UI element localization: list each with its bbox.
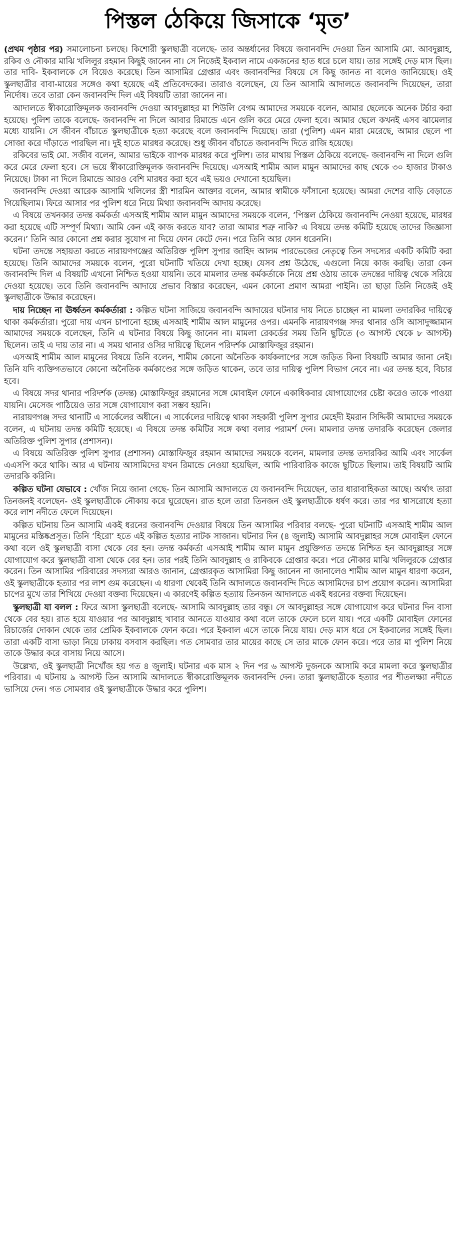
article-body	[4, 44, 452, 696]
paragraph-text: রকিবের ভাই মো. সজীব বলেন, আমার ভাইকে ব্যাপক মারধর করে পুলিশ। তার মাথায় পিস্তল ঠেকিয়ে বলেছে- জবানবন্দি না দিলে গুলি করে মেরে ফেলা হবে। সে ভয়ে স্বীকারোক্তিমূলক জবানবন্দি দিয়েছে। এসআই শামীম আল মামুন আমাদের কাছ থেকে ৩০ হাজার টাকাও নিয়েছে। টাকা না দিলে রিমান্ডে আরও বেশি মারধর করা হবে এই ভয়ও দেখানো হয়েছিল।	[4, 150, 452, 184]
paragraph-text: ফিরে আসা স্কুলছাত্রী বলেছে- আসামি আবদুল্লাহ তার বন্ধু। সে আবদুল্লাহর সঙ্গে যোগাযোগ করে ঘটনার দিন বাসা থেকে বের হয়। রাত হয়ে যাওয়ার পর আবদুল্লাহ খাবার আনতে যাওয়ার কথা বলে তাকে ফেলে চলে যায়। পরে একটি মোবাইল ফোনের রিচার্জের দোকান থেকে তার প্রেমিক ইকবালকে ফোন করে। পরে ইকবাল এসে তাকে নিয়ে যায়। দেড় মাস ধরে সে ইকবালের সঙ্গেই ছিল। তারা একটি বাসা ভাড়া নিয়ে ঢাকায় বসবাস করছিল। গত সোমবার তার মায়ের কাছে সে তার মাকে ফোন করে। পরে তার মা পুলিশ নিয়ে তাকে উদ্ধার করে বাসায় নিয়ে আসে।	[4, 601, 453, 659]
article-paragraph	[4, 44, 452, 102]
paragraph-text: এ বিষয়ে অতিরিক্ত পুলিশ সুপার (প্রশাসন) মোস্তাফিজুর রহমান আমাদের সময়কে বলেন, মামলার তদন্ত তদারকির আমি এবং সার্কেল এএসপি করে থাকি। আর এ ঘটনায় আসামিদের যখন রিমান্ডে নেওয়া হয়েছিল, আমি পারিবারিক কাজে ছুটিতে ছিলাম। তাই বিষয়টি আমি তদারকি করিনি।	[4, 448, 452, 482]
article-paragraph	[4, 305, 452, 351]
paragraph-text: উল্লেখ্য, ওই স্কুলছাত্রী নিখোঁজ হয় গত ৪ জুলাই। ঘটনার এক মাস ২ দিন পর ৬ আগস্ট দুজনকে আসামি করে মামলা করে স্কুলছাত্রীর পরিবার। এ ঘটনায় ৯ আগস্ট তিন আসামি আদালতে স্বীকারোক্তিমূলক জবানবন্দি দেন। তারা স্কুলছাত্রীকে হত্যার পর শীতলক্ষ্যা নদীতে ভাসিয়ে দেন। গত সোমবার ওই স্কুলছাত্রীকে উদ্ধার করে পুলিশ।	[4, 660, 452, 695]
article-paragraph	[4, 150, 452, 185]
paragraph-text: নারায়ণগঞ্জ সদর থানাটি এ সার্কেলের অধীনে। এ সার্কেলের দায়িত্বে থাকা সহকারী পুলিশ সুপার মেহেদী ইমরান সিদ্দিকী আমাদের সময়কে বলেন, এ ঘটনায় তদন্ত কমিটি হয়েছে। এ বিষয়ে তদন্ত কমিটির সঙ্গে কথা বলার পরামর্শ দেন। মামলার তদন্ত তদারকি করেছেন জেলার অতিরিক্ত পুলিশ সুপার (প্রশাসন)।	[4, 412, 452, 446]
paragraph-text: সমালোচনা চলছে। কিশোরী স্কুলছাত্রী বলেছে- তার অন্তর্ধানের বিষয়ে জবানবন্দি দেওয়া তিন আসামি মো. আবদুল্লাহ, রকিব ও নৌকার মাঝি খলিলুর রহমান কিছুই জানেন না। সে নিজেই ইকবাল নামে একজনের হাত ধরে চলে যায়। তার সঙ্গেই দেড় মাস ছিল। তার দাবি- ইকবালকে সে বিয়েও করেছে। তিন আসামির গ্রেপ্তার এবং জবানবন্দির বিষয়ে সে কিছু জানত না বলেও জানিয়েছে। ওই স্কুলছাত্রীর বাবা-মায়ের সঙ্গেও কথা হয়েছে এই প্রতিবেদকের। তারাও বলেছেন, যে তিন আসামি আদালতে জবানবন্দি দিয়েছেন, তারা নির্দোষ। তবে তারা কেন জবানবন্দি দিল এই বিষয়টি তারা জানেন না।	[4, 44, 452, 101]
subheading: দায় নিচ্ছেন না ঊর্ধ্বতন কর্মকর্তারা :	[13, 305, 133, 316]
subheading: কল্পিত ঘটনা যেভাবে :	[13, 483, 88, 494]
article-headline: পিস্তল ঠেকিয়ে জিসাকে ‘মৃত’	[105, 8, 351, 33]
paragraph-text: এসআই শামীম আল মামুনের বিষয়ে তিনি বলেন, শামীম কোনো অনৈতিক কার্যকলাপের সঙ্গে জড়িত কিনা বিষয়টি আমার জানা নেই। তিনি যদি ব্যক্তিগতভাবে কোনো অনৈতিক কর্মকাণ্ডের সঙ্গে জড়িত থাকেন, তবে তার দায়িত্ব পুলিশ বিভাগ নেবে না। এর তদন্ত হবে, বিচার হবে।	[4, 352, 452, 386]
article-paragraph	[4, 602, 452, 660]
article-paragraph	[4, 448, 452, 483]
article-paragraph	[4, 186, 452, 209]
article-paragraph	[4, 246, 452, 304]
article-paragraph	[4, 103, 452, 149]
paragraph-text: এ বিষয়ে সদর থানার পরিদর্শক (তদন্ত) মোস্তাফিজুর রহমানের সঙ্গে মোবাইল ফোনে একাধিকবার যোগাযোগের চেষ্টা করেও তাকে পাওয়া যায়নি। মেসেজ পাঠিয়েও তার সঙ্গে যোগাযোগ করা সম্ভব হয়নি।	[4, 388, 452, 410]
paragraph-text: আদালতে স্বীকারোক্তিমূলক জবানবন্দি দেওয়া আবদুল্লাহর মা শিউলি বেগম আমাদের সময়কে বলেন, আমার ছেলেকে অনেক টর্চার করা হয়েছে। পুলিশ তাকে বলেছে- জবানবন্দি না দিলে আবার রিমান্ডে এনে গুলি করে মেরে ফেলা হবে। আমার ছেলে কখনই এসব ঝামেলার মধ্যে যায়নি। সে জীবন বাঁচাতে স্কুলছাত্রীকে হত্যা করেছে বলে জবানবন্দি দিয়েছে। তারা (পুলিশ) এমন মারা মেরেছে, আমার ছেলে পা সোজা করে দাঁড়াতে পারছিল না। দুই হাতে মারধর করেছে। শুধু জীবন বাঁচাতে জবানবন্দি দিতে রাজি হয়েছে।	[4, 102, 452, 148]
paragraph-text: ঘটনা তদন্তে সহায়তা করতে নারায়ণগঞ্জের অতিরিক্ত পুলিশ সুপার জাহিদ আলম পারভেজের নেতৃত্বে তিন সদস্যের একটি কমিটি করা হয়েছে। তিনি আমাদের সময়কে বলেন, পুরো ঘটনাটি খতিয়ে দেখা হচ্ছে। যেসব প্রশ্ন উঠেছে, এগুলো নিয়ে কাজ করছি। তারা কেন জবানবন্দি দিল এ বিষয়টি এখনো নিশ্চিত হওয়া যায়নি। তবে মামলার তদন্ত কর্মকর্তাকে নিয়ে প্রশ্ন ওঠায় তাকে তদন্তের দায়িত্ব থেকে সরিয়ে দেওয়া হয়েছে। তবে তিনি জবানবন্দি আদায়ে প্রভাব বিস্তার করেছেন, এমন কোনো প্রমাণ আমরা পাইনি। তা ছাড়া তিনি নিজেই ওই স্কুলছাত্রীকে উদ্ধার করেছেন।	[4, 246, 452, 303]
paragraph-text: কল্পিত ঘটনায় তিন আসামি একই ধরনের জবানবন্দি দেওয়ার বিষয়ে তিন আসামির পরিবার বলছে- পুরো ঘটনাটি এসআই শামীম আল মামুনের মস্তিষ্কপ্রসূত। তিনি ‘হিরো’ হতে এই কল্পিত হত্যার নাটক সাজান। ঘটনার দিন (৪ জুলাই) আসামি আবদুল্লাহর সঙ্গে মোবাইল ফোনে কথা বলে ওই স্কুলছাত্রী বাসা থেকে বের হন। তদন্ত কর্মকর্তা এসআই শামীম আল মামুন প্রযুক্তিগত তদন্তে নিশ্চিত হন আবদুল্লাহর সঙ্গে যোগাযোগ করে স্কুলছাত্রী বাসা থেকে বের হন। তার পরই তিনি আবদুল্লাহ ও রাকিবকে গ্রেপ্তার করে। পরে নৌকার মাঝি খলিলুরকে গ্রেপ্তার করেন। তিন আসামির পরিবারের সদস্যরা আরও জানান, গ্রেপ্তারকৃত আসামিরা কিছু জানেন না জানালেও শামীম আল মামুন ধারণা করেন, ওই স্কুলছাত্রীকে হত্যার পর লাশ গুম করেছেন। এ ধারণা থেকেই তিনি আদালতে জবানবন্দি দিতে আসামিদের চাপ প্রয়োগ করেন। আসামিরা চাপের মুখে তার শিখিয়ে দেওয়া বক্তব্য দিয়েছেন। এ কারণেই কল্পিত হত্যায় তিনজন আদালতে একই ধরনের বক্তব্য দিয়েছেন।	[4, 519, 452, 600]
article-paragraph	[4, 484, 452, 519]
article-paragraph	[4, 520, 452, 601]
paragraph-text: কল্পিত ঘটনা সাজিয়ে জবানবন্দি আদায়ের ঘটনার দায় নিতে চাচ্ছেন না মামলা তদারকির দায়িত্বে থাকা কর্মকর্তারা। পুরো দায় এখন চাপানো হচ্ছে এসআই শামীম আল মামুনের ওপর। এমনকি নারায়ণগঞ্জ সদর থানার ওসি আসাদুজ্জামান আমাদের সময়কে বলেছেন, তিনি এ ঘটনার বিষয়ে কিছু জানেন না। মামলা রেকর্ডের সময় তিনি ছুটিতে (৩ আগস্ট থেকে ৮ আগস্ট) ছিলেন। তাই এ দায় তার না। এ সময় থানার ওসির দায়িত্বে ছিলেন পরিদর্শক মোস্তাফিজুর রহমান।	[4, 305, 453, 350]
paragraph-text: এ বিষয়ে তখনকার তদন্ত কর্মকর্তা এসআই শামীম আল মামুন আমাদের সময়কে বলেন, ‘পিস্তল ঠেকিয়ে জবানবন্দি নেওয়া হয়েছে, মারধর করা হয়েছে এটি সম্পূর্ণ মিথ্যা। আমি কেন এই কাজ করতে যাব? তারা আমার শত্রু নাকি? এ বিষয়ে তদন্ত কমিটি হয়েছে তাদের জিজ্ঞাসা করেন।’ তিনি আর কোনো প্রশ্ন করার সুযোগ না দিয়ে ফোন কেটে দেন। পরে তিনি আর ফোন ধরেননি।	[4, 210, 452, 244]
article-paragraph	[4, 352, 452, 387]
article-paragraph	[4, 412, 452, 447]
subheading: স্কুলছাত্রী যা বলল :	[13, 601, 79, 612]
paragraph-text: জবানবন্দি দেওয়া আরেক আসামি খলিলের স্ত্রী শারমিন আক্তার বলেন, আমার স্বামীকে ফাঁসানো হয়েছে। আমরা দেশের বাড়ি বেড়াতে গিয়েছিলাম। ফিরে আসার পর পুলিশ ধরে নিয়ে মিথ্যা জবানবন্দি আদায় করেছে।	[4, 186, 452, 208]
continuation-tag: (প্রথম পৃষ্ঠার পর)	[4, 44, 64, 54]
paragraph-text: খোঁজ নিয়ে জানা গেছে- তিন আসামি আদালতে যে জবানবন্দি দিয়েছেন, তার ধারাবাহিকতা আছে। অর্থাৎ তারা তিনজনই বলেছেন- ওই স্কুলছাত্রীকে নৌকায় করে ঘুরেছেন। রাত হলে তারা তিনজন ওই স্কুলছাত্রীকে ধর্ষণ করে। তার পর শ্বাসরোধে হত্যা করে লাশ নদীতে ফেলে দিয়েছেন।	[4, 483, 452, 518]
article-paragraph	[4, 210, 452, 245]
article-paragraph	[4, 388, 452, 411]
article-paragraph	[4, 661, 452, 696]
